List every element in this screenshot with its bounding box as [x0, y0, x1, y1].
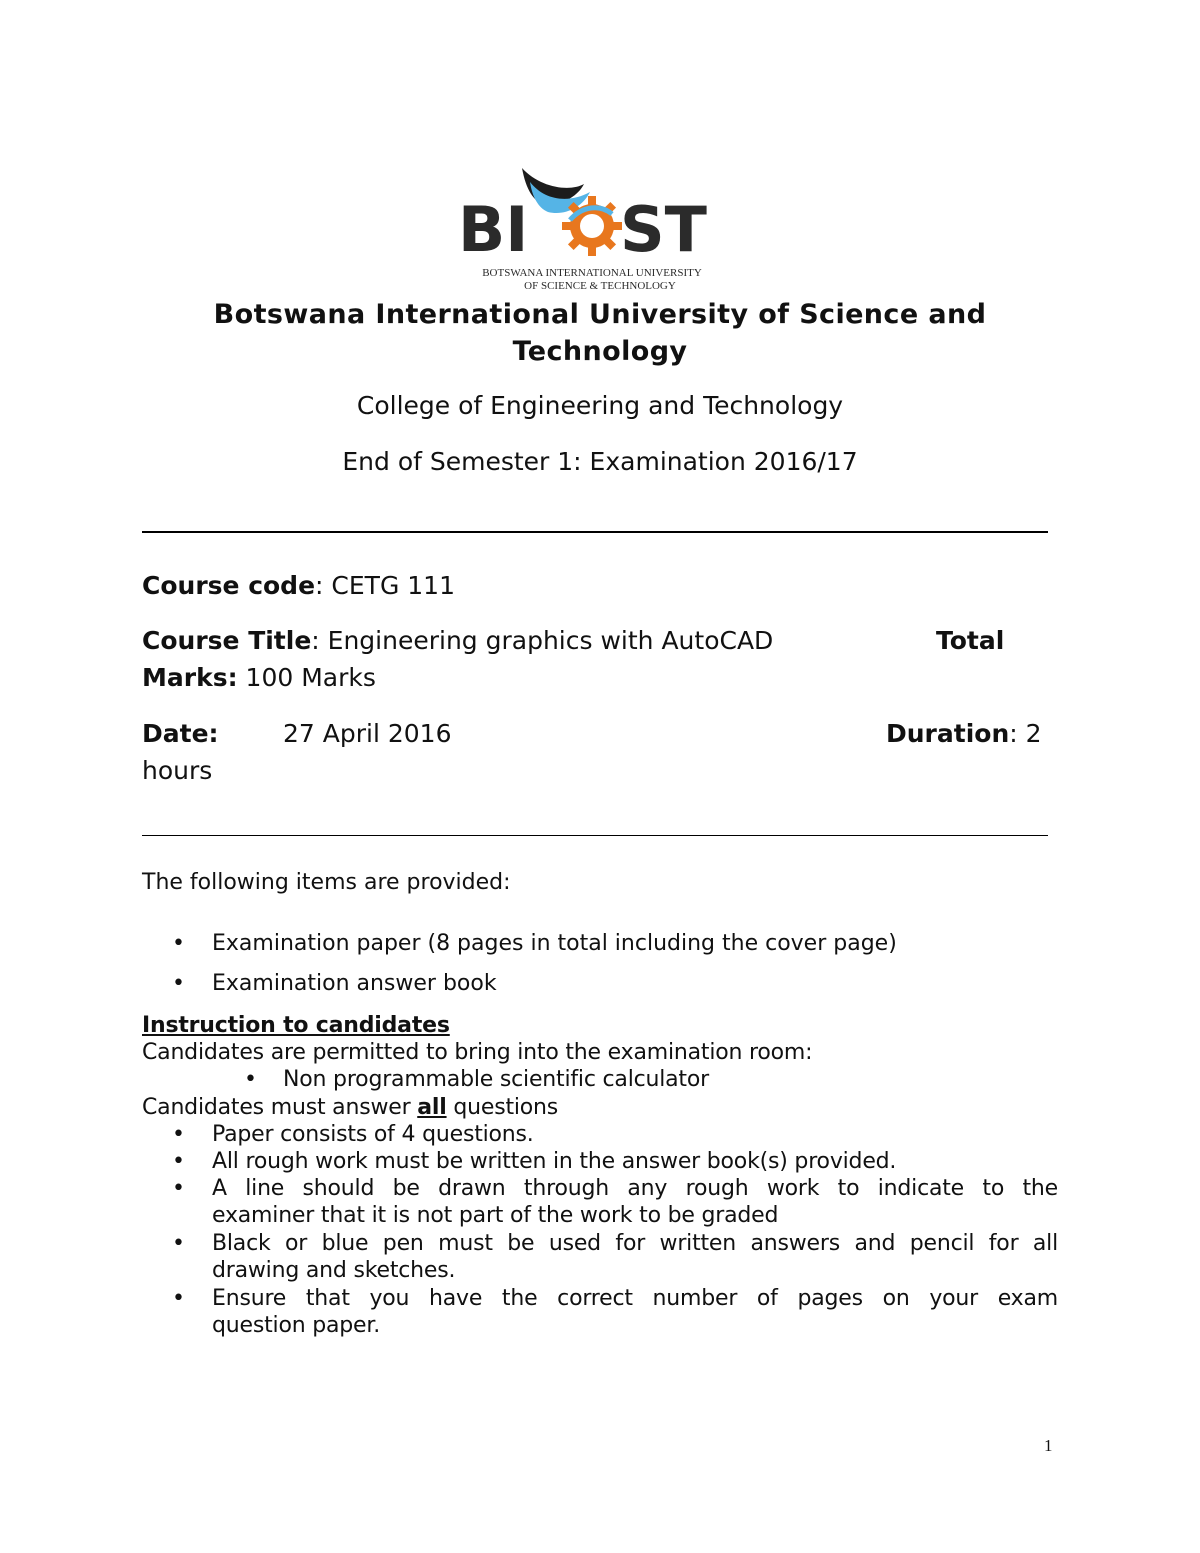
duration-value: : 2 — [1009, 719, 1042, 748]
exam-semester: End of Semester 1: Examination 2016/17 — [342, 447, 858, 476]
rule-text-line: A line should be drawn through any rough work to indicate to the — [212, 1176, 1058, 1201]
rule-text-block — [212, 1230, 1058, 1285]
rule-text-block — [212, 1175, 1058, 1230]
duration-label: Duration — [886, 719, 1010, 748]
header-divider — [142, 531, 1048, 533]
answer-suffix: questions — [446, 1095, 559, 1120]
total-label-cell — [936, 623, 1004, 659]
course-title-label: Course Title — [142, 626, 312, 655]
marks-label: Marks: — [142, 663, 238, 692]
bullet-icon: • — [172, 1176, 185, 1201]
rule-text-block — [212, 1285, 1058, 1340]
university-name-line1: Botswana International University of Science and — [213, 299, 987, 330]
course-code-value: : CETG 111 — [315, 571, 455, 600]
rule-text-line: examiner that it is not part of the work to be graded — [212, 1203, 779, 1229]
bullet-icon: • — [172, 1149, 185, 1174]
duration-unit: hours — [142, 756, 213, 785]
rule-text-line: drawing and sketches. — [212, 1258, 456, 1284]
bullet-icon: • — [172, 1122, 185, 1147]
university-name-line2: Technology — [512, 336, 688, 367]
date-value: 27 April 2016 — [283, 719, 452, 748]
total-label: Total — [936, 626, 1005, 655]
course-code-row — [142, 568, 455, 604]
logo-letters-left: BI — [458, 193, 529, 266]
logo-letters-right: ST — [620, 193, 707, 266]
marks-value: 100 Marks — [237, 663, 376, 692]
answer-all-line — [142, 1094, 558, 1121]
date-value-cell — [283, 716, 451, 752]
date-label: Date: — [142, 719, 219, 748]
course-divider — [142, 835, 1048, 836]
permitted-item-text: Non programmable scientific calculator — [283, 1067, 709, 1092]
date-row — [142, 716, 219, 752]
marks-row — [142, 660, 376, 696]
biust-logo-graphic — [452, 162, 732, 294]
course-title-value: : Engineering graphics with AutoCAD — [311, 626, 774, 655]
duration-unit-row — [142, 753, 212, 789]
answer-prefix: Candidates must answer — [142, 1095, 418, 1120]
bullet-icon: • — [172, 1286, 185, 1311]
page-number: 1 — [1044, 1436, 1053, 1455]
rule-text-line: Black or blue pen must be used for written answers and pencil for all — [212, 1231, 1058, 1256]
rule-text-line: question paper. — [212, 1313, 381, 1339]
duration-row — [886, 716, 1042, 752]
university-name — [140, 296, 1060, 370]
answer-emphasis: all — [417, 1095, 447, 1120]
instructions-heading: Instruction to candidates — [142, 1013, 450, 1038]
rule-text: All rough work must be written in the answer book(s) provided. — [212, 1149, 897, 1174]
provided-intro: The following items are provided: — [142, 870, 511, 895]
bullet-icon: • — [172, 971, 185, 996]
rule-text-line: Ensure that you have the correct number of pages on your exam — [212, 1286, 1058, 1311]
college-name: College of Engineering and Technology — [356, 391, 844, 420]
gear-icon — [562, 196, 622, 256]
bullet-icon: • — [244, 1067, 257, 1092]
rule-text: Paper consists of 4 questions. — [212, 1122, 534, 1147]
bullet-icon: • — [172, 931, 185, 956]
logo-caption-line2: OF SCIENCE & TECHNOLOGY — [524, 280, 676, 292]
biust-logo — [452, 162, 732, 294]
logo-caption-line1: BOTSWANA INTERNATIONAL UNIVERSITY — [482, 267, 702, 279]
course-code-label: Course code — [142, 571, 316, 600]
permitted-intro: Candidates are permitted to bring into the examination room: — [142, 1040, 813, 1065]
provided-item-text: Examination paper (8 pages in total including the cover page) — [212, 931, 897, 956]
course-title-row — [142, 623, 773, 659]
bullet-icon: • — [172, 1231, 185, 1256]
provided-item-text: Examination answer book — [212, 971, 497, 996]
